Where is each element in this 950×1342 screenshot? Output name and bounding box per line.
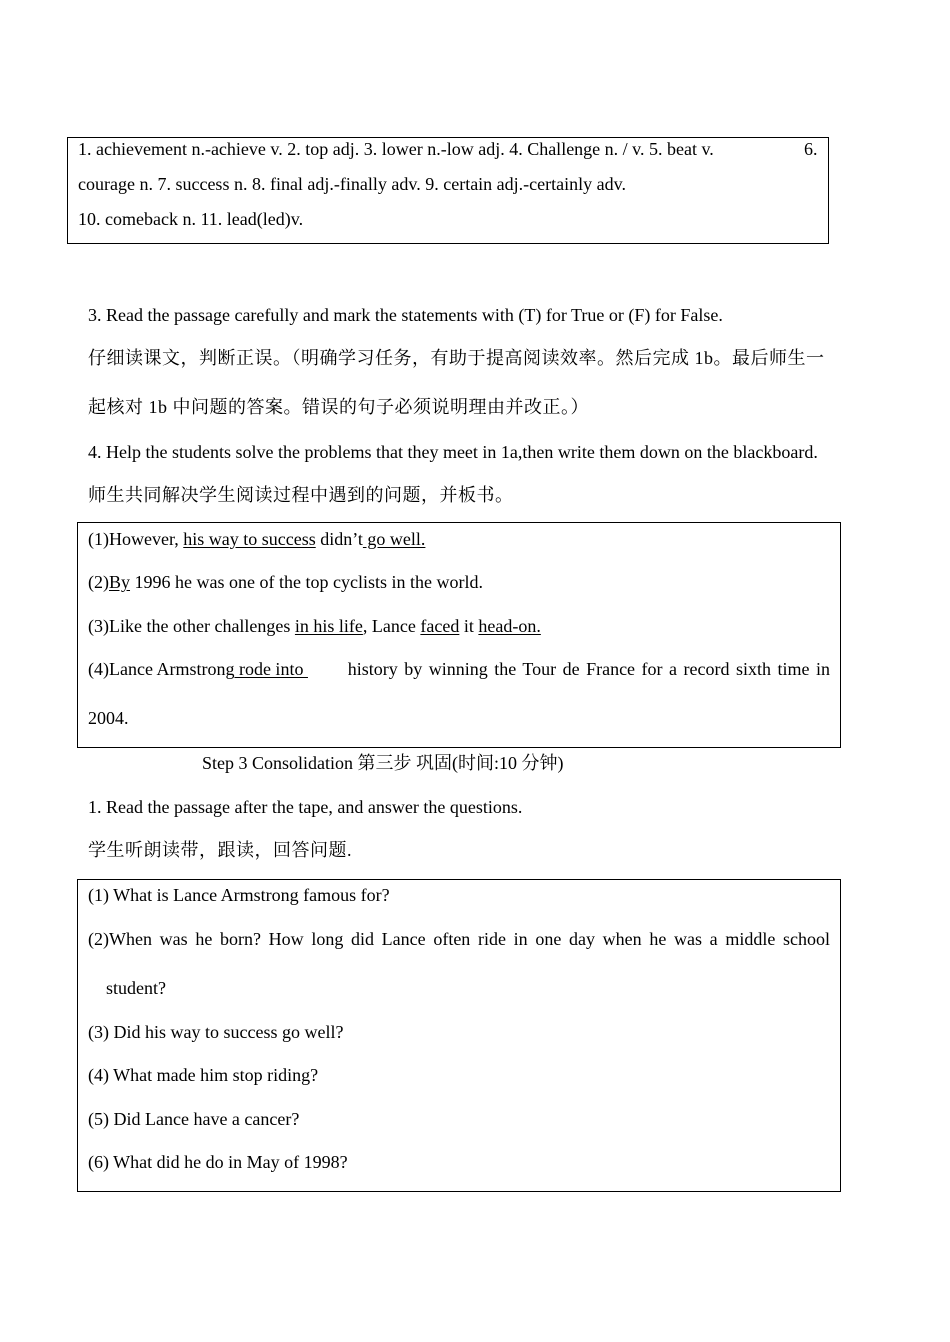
item-3-instruction: 3. Read the passage carefully and mark the statements with (T) for True or (F) for False. xyxy=(88,305,723,325)
vocab-line-2: courage n. 7. success n. 8. final adj.-finally adv. 9. certain adj.-certainly adv. xyxy=(78,174,626,194)
item-3-cn-line-2: 起核对 1b 中问题的答案。错误的句子必须说明理由并改正。） xyxy=(88,397,589,417)
vocab-line-3: 10. comeback n. 11. lead(led)v. xyxy=(78,209,304,229)
vocab-line-1: 1. achievement n.-achieve v. 2. top adj. 3. lower n.-low adj. 4. Challenge n. / v. 5. beat v. xyxy=(78,139,714,159)
sentence-3-text-a: (3)Like the other challenges xyxy=(88,616,295,636)
sentence-3-text-b: , Lance xyxy=(362,616,421,636)
phrases-box xyxy=(77,522,841,748)
phrase-sentence-1 xyxy=(88,528,425,550)
sentence-1-text-a: (1)However, xyxy=(88,529,184,549)
sentence-4-underline-a: rode into xyxy=(234,659,308,679)
sentence-3-underline-c: head-on. xyxy=(478,616,541,636)
item-3-cn-line-1: 仔细读课文，判断正误。（明确学习任务，有助于提高阅读效率。然后完成 1b。最后师生一 xyxy=(88,348,825,368)
phrase-sentence-3 xyxy=(88,615,541,637)
phrase-sentence-2 xyxy=(88,571,483,593)
questions-box xyxy=(77,879,841,1192)
consolidation-instruction: 1. Read the passage after the tape, and answer the questions. xyxy=(88,797,523,817)
sentence-2-text-a: (2) xyxy=(88,572,109,592)
consolidation-heading: Step 3 Consolidation 第三步 巩固(时间:10 分钟) xyxy=(202,753,564,773)
vocab-line-1-end: 6. xyxy=(804,139,818,159)
question-2: (2)When was he born? How long did Lance often ride in one day when he was a middle school xyxy=(88,929,830,949)
consolidation-cn-line: 学生听朗读带，跟读，回答问题. xyxy=(88,840,352,860)
sentence-2-underline-a: By xyxy=(109,572,131,592)
sentence-1-text-b: didn’t xyxy=(315,529,363,549)
question-1: (1) What is Lance Armstrong famous for? xyxy=(88,885,390,905)
vocabulary-box xyxy=(67,137,829,244)
phrase-sentence-4 xyxy=(88,658,830,680)
sentence-4-start xyxy=(88,658,308,680)
item-4-instruction: 4. Help the students solve the problems that they meet in 1a,then write them down on the blackboard. xyxy=(88,442,818,462)
question-5: (5) Did Lance have a cancer? xyxy=(88,1109,300,1129)
question-3: (3) Did his way to success go well? xyxy=(88,1022,344,1042)
sentence-1-underline-a: his way to success xyxy=(183,529,316,549)
question-4: (4) What made him stop riding? xyxy=(88,1065,319,1085)
phrase-sentence-4-cont: 2004. xyxy=(88,708,129,728)
sentence-2-text-b: 1996 he was one of the top cyclists in the world. xyxy=(130,572,483,592)
sentence-4-text-a: (4)Lance Armstrong xyxy=(88,659,235,679)
sentence-3-text-c: it xyxy=(459,616,479,636)
sentence-3-underline-b: faced xyxy=(420,616,460,636)
item-4-cn-line: 师生共同解决学生阅读过程中遇到的问题，并板书。 xyxy=(88,485,514,505)
sentence-1-underline-b: go well. xyxy=(362,529,426,549)
question-6: (6) What did he do in May of 1998? xyxy=(88,1152,348,1172)
sentence-3-underline-a: in his life xyxy=(294,616,363,636)
question-2-cont: student? xyxy=(106,978,166,998)
sentence-4-text-b: history by winning the Tour de France for a record sixth time in xyxy=(347,659,830,679)
